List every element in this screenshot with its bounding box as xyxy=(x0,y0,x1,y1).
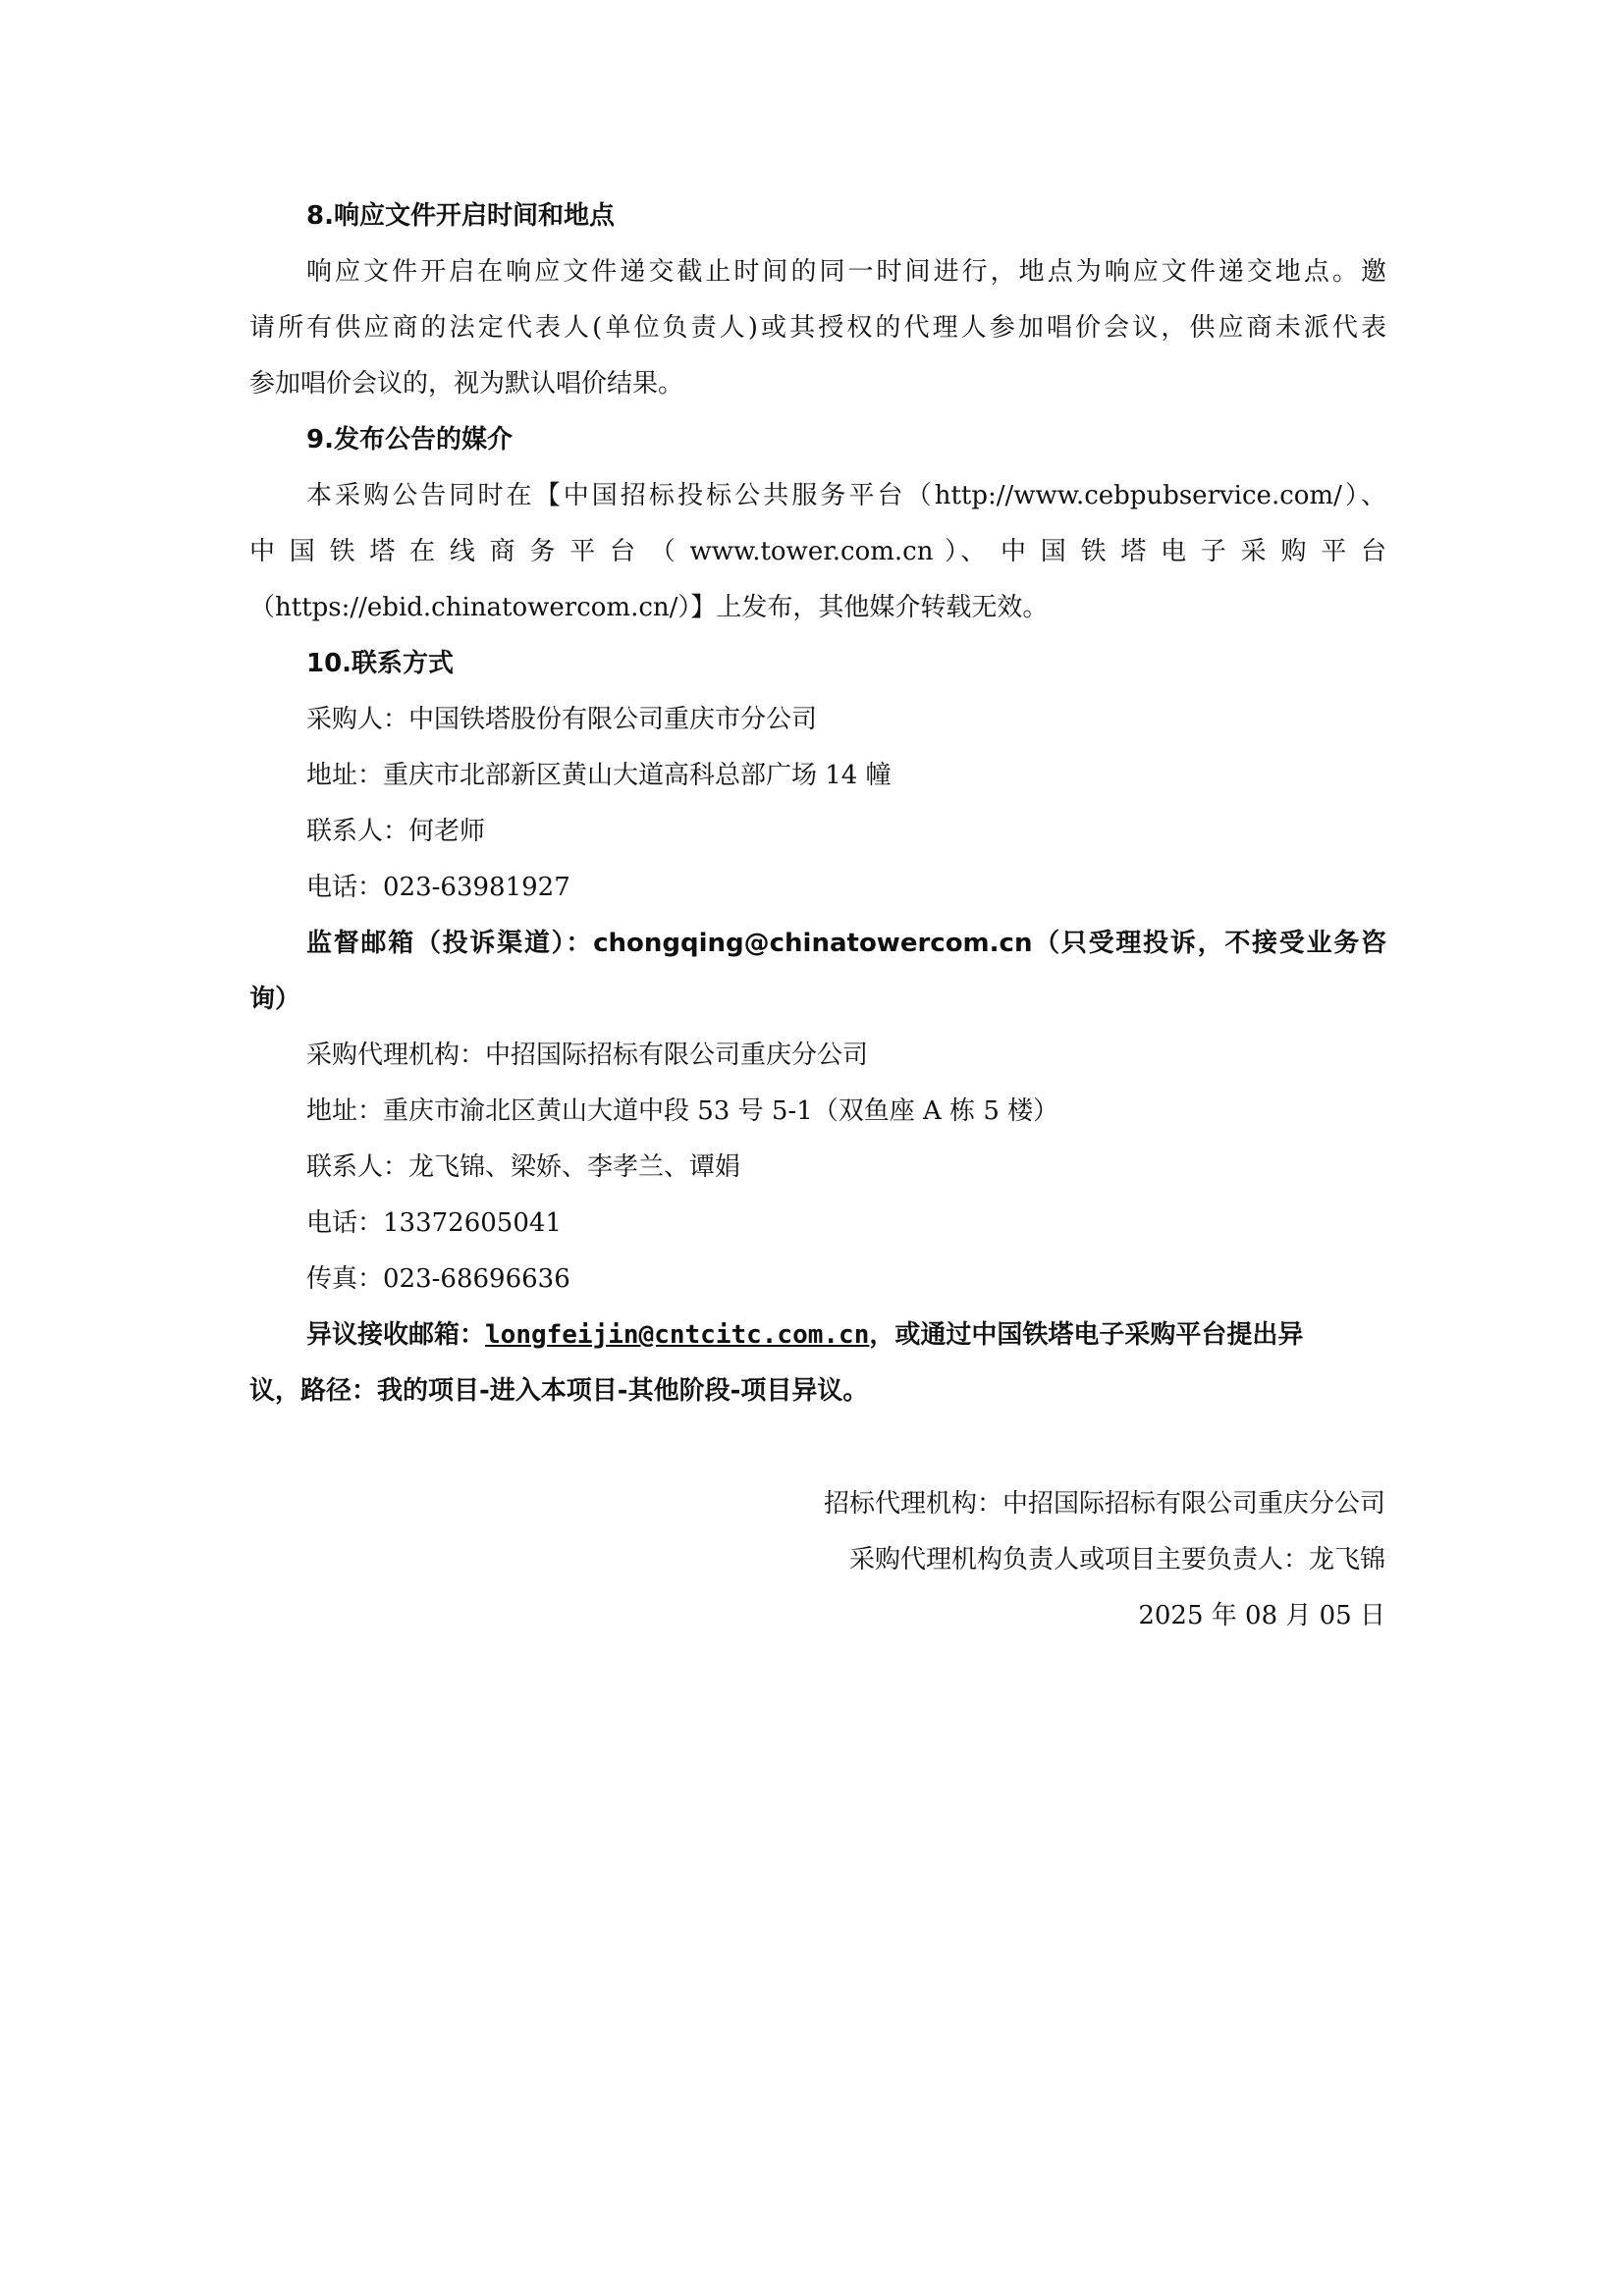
objection-email-link[interactable]: longfeijin@cntcitc.com.cn xyxy=(485,1320,870,1350)
agency-name: 采购代理机构：中招国际招标有限公司重庆分公司 xyxy=(306,1041,869,1070)
agency-contact: 联系人：龙飞锦、梁娇、李孝兰、谭娟 xyxy=(306,1152,741,1182)
section-8-para-line1: 响应文件开启在响应文件递交截止时间的同一时间进行，地点为响应文件递交地点。邀 xyxy=(306,257,1386,287)
section-8-para-line2: 请所有供应商的法定代表人(单位负责人)或其授权的代理人参加唱价会议，供应商未派代表 xyxy=(249,313,1386,343)
section-8-heading: 8.响应文件开启时间和地点 xyxy=(306,201,615,231)
agency-fax: 传真：023-68696636 xyxy=(306,1264,570,1294)
section-9-para-line1: 本采购公告同时在【中国招标投标公共服务平台（http://www.cebpubservice.com/）、 xyxy=(306,481,1386,510)
objection-label: 异议接收邮箱： xyxy=(306,1320,486,1350)
objection-email-line2: 议，路径：我的项目-进入本项目-其他阶段-项目异议。 xyxy=(249,1376,869,1406)
section-9-para-line3: （https://ebid.chinatowercom.cn/）】上发布，其他媒介转载无效。 xyxy=(249,593,1049,622)
section-8-para-line3: 参加唱价会议的，视为默认唱价结果。 xyxy=(249,369,684,399)
supervision-email-line1: 监督邮箱（投诉渠道）：chongqing@chinatowercom.cn（只受理投诉，不接受业务咨 xyxy=(306,929,1386,958)
footer-responsible-person: 采购代理机构负责人或项目主要负责人：龙飞锦 xyxy=(848,1545,1385,1575)
agency-phone: 电话：13372605041 xyxy=(306,1208,562,1238)
agency-address: 地址：重庆市渝北区黄山大道中段 53 号 5-1（双鱼座 A 栋 5 楼） xyxy=(306,1096,1059,1126)
footer-date: 2025 年 08 月 05 日 xyxy=(1138,1601,1385,1630)
buyer-name: 采购人：中国铁塔股份有限公司重庆市分公司 xyxy=(306,705,818,734)
objection-rest: ，或通过中国铁塔电子采购平台提出异 xyxy=(869,1320,1304,1350)
supervision-email-line2: 询） xyxy=(249,985,301,1014)
section-9-para-line2: 中 国 铁 塔 在 线 商 务 平 台 （ www.tower.com.cn ）、 中 国 铁 塔 电 子 采 购 平 台 xyxy=(249,537,1386,566)
section-10-heading: 10.联系方式 xyxy=(306,649,455,678)
footer-agency: 招标代理机构：中招国际招标有限公司重庆分公司 xyxy=(823,1489,1385,1519)
buyer-phone: 电话：023-63981927 xyxy=(306,873,570,902)
section-9-heading: 9.发布公告的媒介 xyxy=(306,425,513,454)
objection-email-line1 xyxy=(306,1315,1303,1355)
buyer-contact: 联系人：何老师 xyxy=(306,817,486,846)
buyer-address: 地址：重庆市北部新区黄山大道高科总部广场 14 幢 xyxy=(306,761,892,790)
